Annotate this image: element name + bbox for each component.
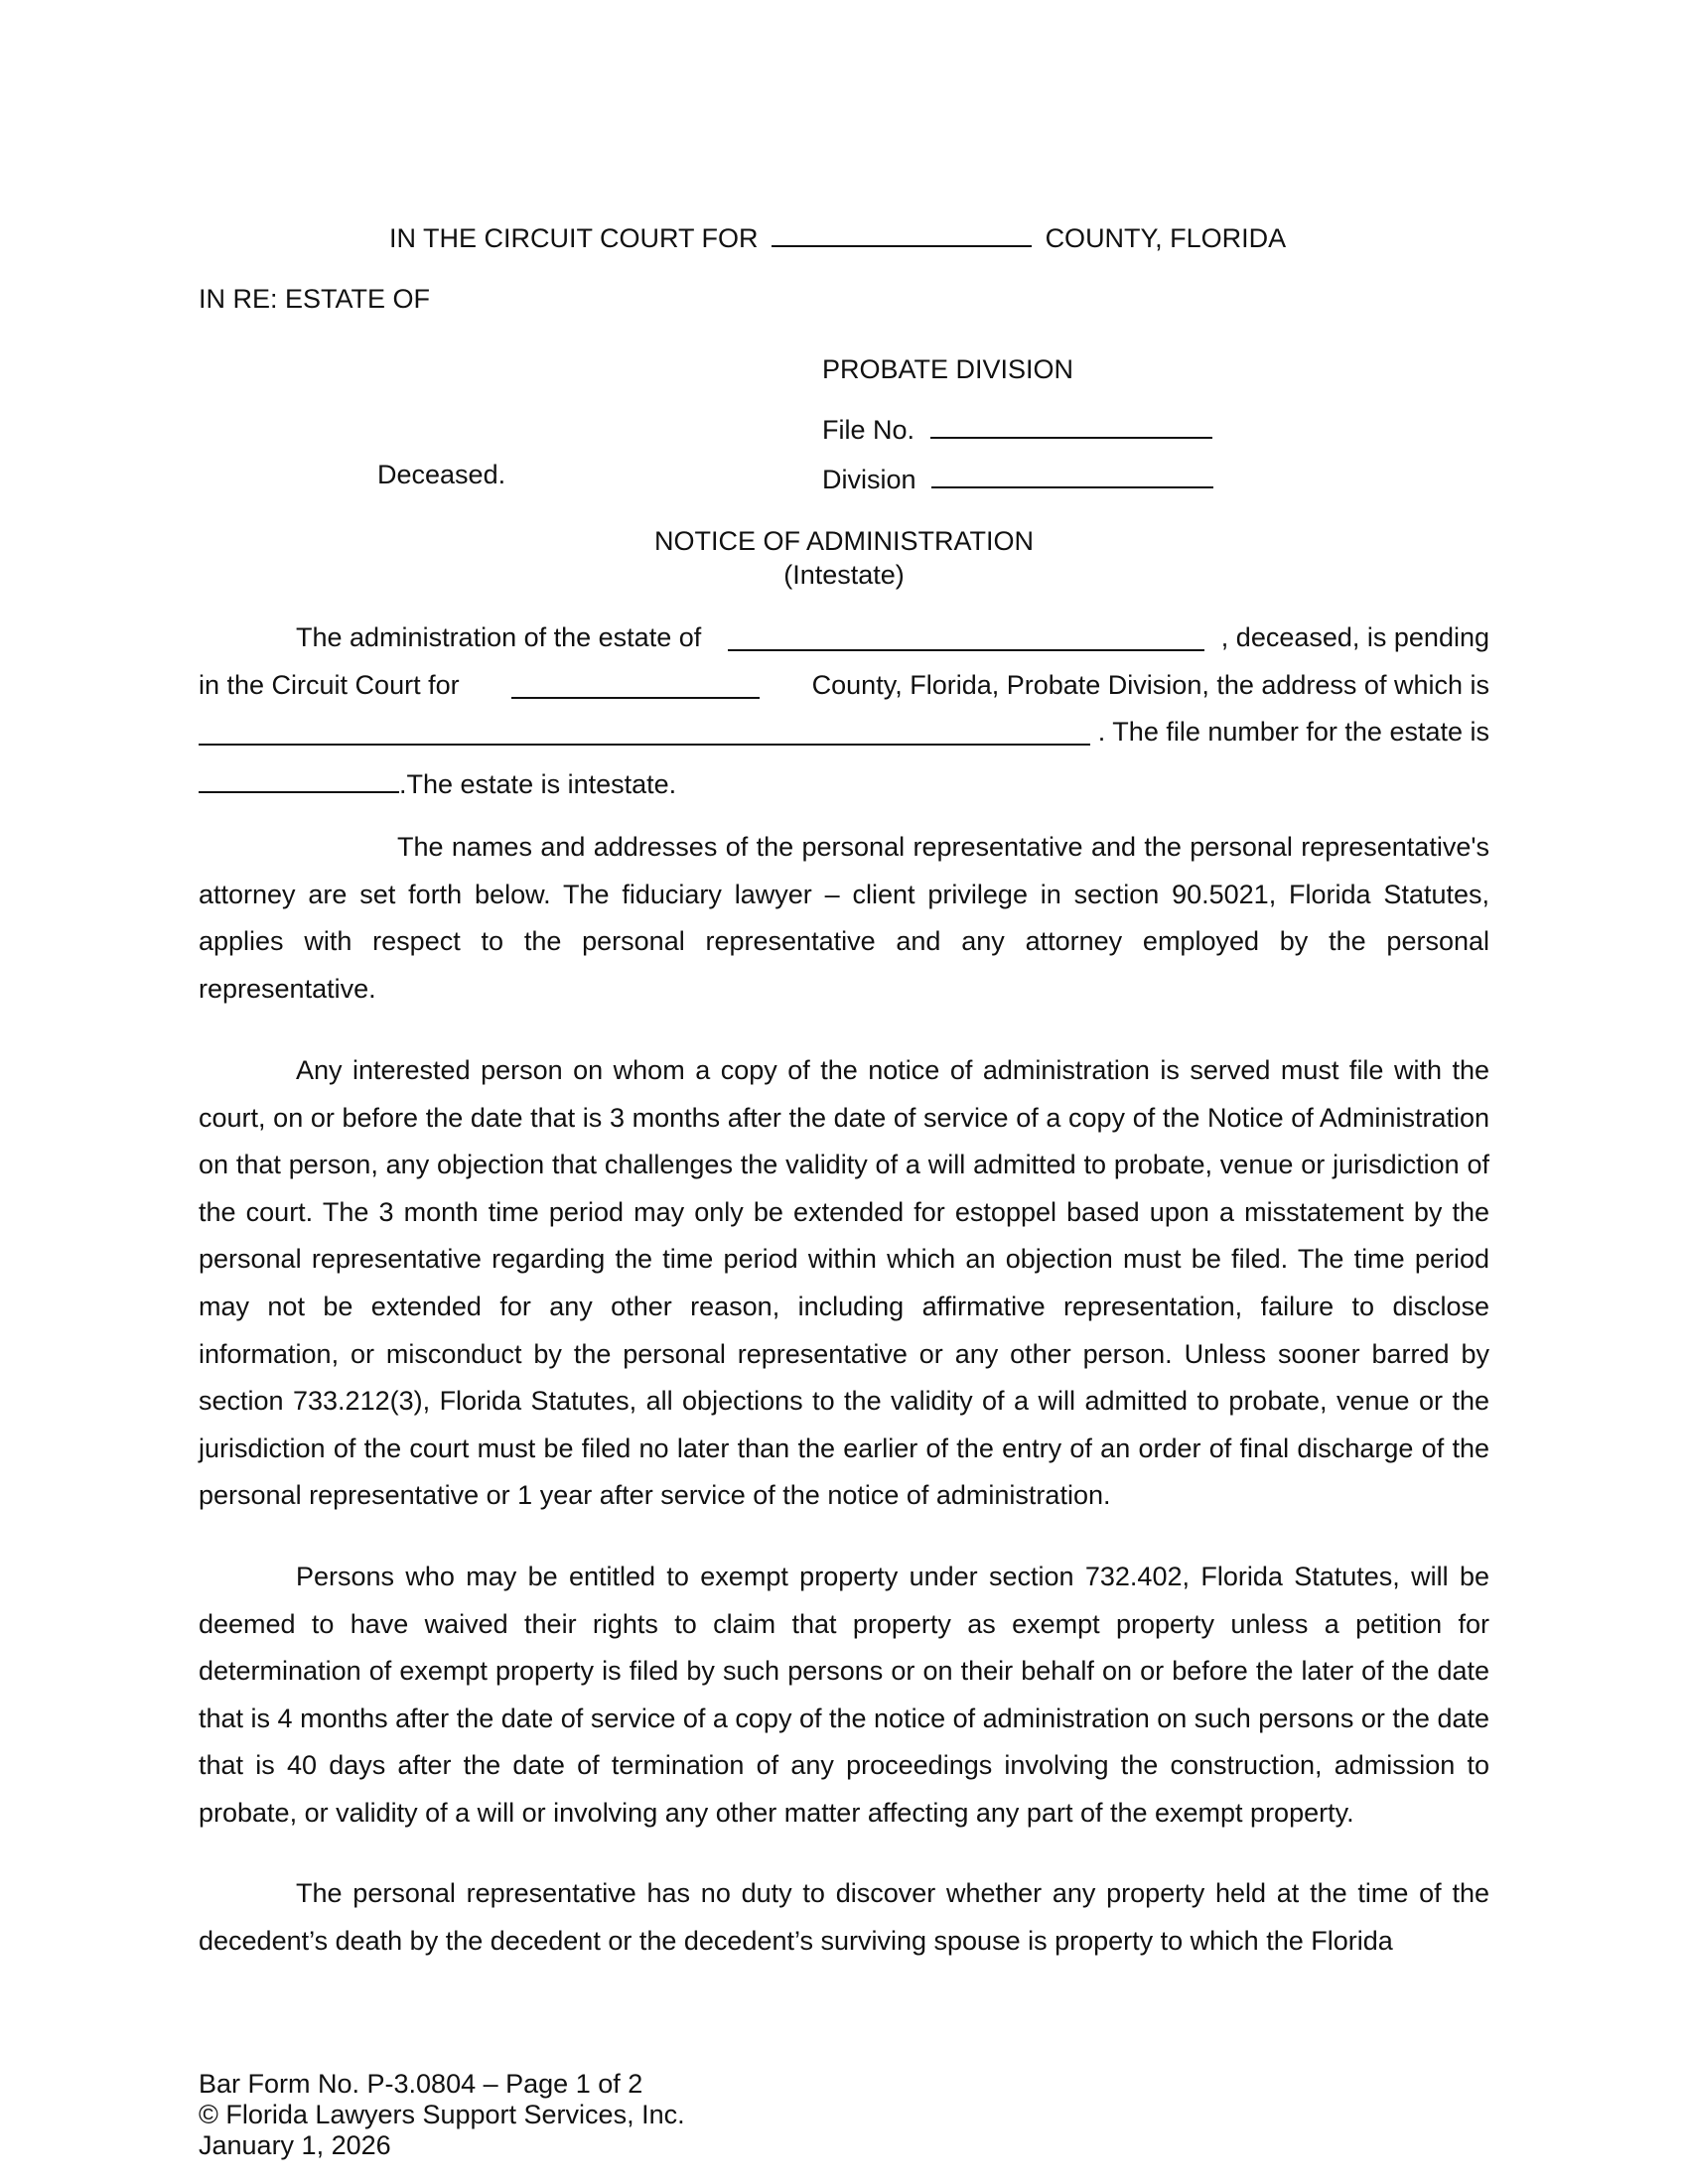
document-title: NOTICE OF ADMINISTRATION	[653, 526, 1034, 556]
paragraph-5: The personal representative has no duty to discover whether any property held at the time of the decedent’s death by the decedent or the decedent’s surviving spouse is property to which the Florida	[199, 1878, 1489, 1956]
p1-text-e: . The file number for the estate is	[1097, 717, 1489, 747]
county-blank	[772, 218, 1032, 247]
court-heading	[389, 218, 1286, 254]
p1-text-d: County, Florida, Probate Division, the address of which is	[811, 670, 1489, 700]
paragraph-3: Any interested person on whom a copy of the notice of administration is served must file with the court, on or before the date that is 3 months after the date of service of a copy of the Notice of Administration on that person, any objection that challenges the validity of a will admitted to probate, venue or jurisdiction of the court. The 3 month time period may only be extended for estoppel based upon a misstatement by the personal representative regarding the time period within which an objection must be filed. The time period may not be extended for any other reason, including affirmative representation, failure to disclose information, or misconduct by the personal representative or any other person. Unless sooner barred by section 733.212(3), Florida Statutes, all objections to the validity of a will admitted to probate, venue or the jurisdiction of the court must be filed no later than the earlier of the entry of an order of final discharge of the personal representative or 1 year after service of the notice of administration.	[199, 1055, 1489, 1511]
circuit-county-blank	[511, 670, 760, 699]
paragraph-1-line-4	[199, 764, 676, 800]
division-blank	[931, 460, 1213, 488]
court-suffix: COUNTY, FLORIDA	[1045, 223, 1287, 253]
p1-text-f: .The estate is intestate.	[399, 769, 677, 799]
footer-form-number: Bar Form No. P-3.0804 – Page 1 of 2	[199, 2069, 643, 2099]
file-no-label: File No.	[822, 415, 915, 445]
p1-text-a: The administration of the estate of	[296, 622, 702, 652]
court-prefix: IN THE CIRCUIT COURT FOR	[389, 223, 759, 253]
paragraph-1-line-3	[199, 717, 1489, 748]
division-row	[822, 460, 1213, 495]
paragraph-4: Persons who may be entitled to exempt property under section 732.402, Florida Statutes, will be deemed to have waived their rights to claim that property as exempt property unless a petition for determination of exempt property is filed by such persons or on their behalf on or before the later of the date that is 4 months after the date of service of a copy of the notice of administration on such persons or the date that is 40 days after the date of termination of any proceedings involving the construction, admission to probate, or validity of a will or involving any other matter affecting any part of the exempt property.	[199, 1562, 1489, 1828]
deceased-label: Deceased.	[377, 460, 506, 489]
document-subtitle: (Intestate)	[783, 560, 905, 590]
file-no-blank	[930, 410, 1212, 439]
paragraph-1-line-1	[199, 622, 1489, 653]
file-no-row	[822, 410, 1212, 446]
form-footer	[199, 2069, 685, 2161]
decedent-name-blank	[728, 622, 1204, 651]
court-address-blank	[199, 717, 1090, 746]
in-re-label: IN RE: ESTATE OF	[199, 284, 431, 314]
division-label: Division	[822, 465, 916, 494]
estate-file-number-blank	[199, 764, 399, 793]
footer-copyright: © Florida Lawyers Support Services, Inc.	[199, 2100, 685, 2129]
paragraph-1-line-2	[199, 670, 1489, 701]
p1-text-b: , deceased, is pending	[1220, 622, 1489, 652]
footer-date: January 1, 2026	[199, 2130, 391, 2160]
paragraph-2: The names and addresses of the personal representative and the personal representative's attorney are set forth below. The fiduciary lawyer – client privilege in section 90.5021, Florida Statutes, applies with respect to the personal representative and any attorney employed by the personal representative.	[199, 832, 1489, 1004]
p1-text-c: in the Circuit Court for	[199, 670, 460, 700]
probate-division-heading: PROBATE DIVISION	[822, 354, 1074, 384]
